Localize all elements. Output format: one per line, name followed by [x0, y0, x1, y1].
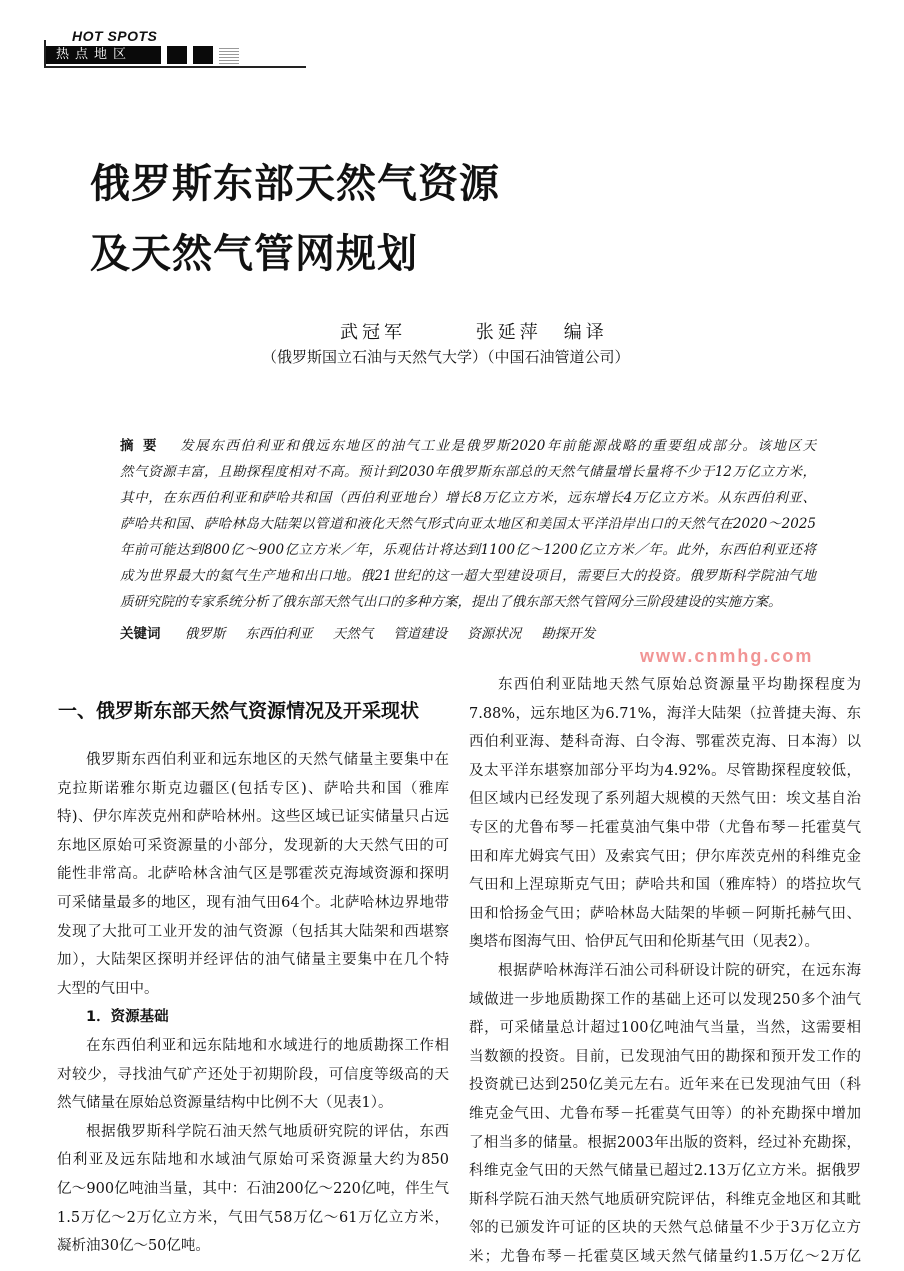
- abstract-text: 成为世界最大的氦气生产地和出口地。俄21世纪的这一超大型建设项目，需要巨大的投资。俄罗斯科学院油气地: [120, 568, 816, 584]
- paragraph-line: 加），大陆架区探明并经评估的油气储量主要集中在几个特: [57, 952, 449, 969]
- decor-square: [193, 46, 213, 64]
- paragraph-line: 伯利亚及远东陆地和水域油气原始可采资源量大约为850: [57, 1152, 449, 1169]
- left-column: [57, 746, 449, 1261]
- keywords-label: 关键词: [120, 626, 161, 642]
- watermark: www.cnmhg.com: [640, 646, 814, 666]
- paragraph-line: 及太平洋东堪察加部分平均为4.92%。尽管勘探程度较低，: [469, 762, 861, 779]
- paragraph-line: 克拉斯诺雅尔斯克边疆区(包括专区)、萨哈共和国（雅库: [57, 780, 449, 797]
- paragraph-line: 在东西伯利亚和远东陆地和水域进行的地质勘探工作相: [86, 1037, 449, 1054]
- paragraph-line: 投资就已达到250亿美元左右。近年来在已发现油气田（科: [469, 1077, 861, 1094]
- paragraph-line: 群，可采储量总计超过100亿吨油气当量，当然，这需要相: [469, 1020, 861, 1037]
- paragraph-line: 根据萨哈林海洋石油公司科研设计院的研究，在远东海: [498, 962, 861, 979]
- article-title-line1: 俄罗斯东部天然气资源: [90, 161, 500, 207]
- section-bar: [46, 46, 239, 64]
- paragraph-line: 米；尤鲁布琴－托霍莫区域天然气储量约1.5万亿～2万亿: [469, 1248, 861, 1265]
- keyword: 资源状况: [467, 626, 522, 642]
- abstract-label: 摘要: [120, 438, 167, 454]
- paragraph-line: 维克金气田、尤鲁布琴－托霍莫气田等）的补充勘探中增加: [469, 1105, 861, 1122]
- paragraph-line: 科维克金气田的天然气储量已超过2.13万亿立方米。据俄罗: [469, 1163, 861, 1180]
- author-name: 武冠军: [340, 322, 406, 343]
- abstract-text: 萨哈共和国、萨哈林岛大陆架以管道和液化天然气形式向亚太地区和美国太平洋沿岸出口的天然气在2020～2025: [120, 516, 816, 532]
- right-column: [469, 671, 861, 1271]
- section-heading: 一、俄罗斯东部天然气资源情况及开采现状: [58, 700, 420, 722]
- keyword: 管道建设: [393, 626, 448, 642]
- section-label-cn: 热点地区: [46, 46, 161, 64]
- abstract-text: 其中，在东西伯利亚和萨哈共和国（西伯利亚地台）增长8万亿立方米，远东增长4万亿立方米。从东西伯利亚、: [120, 490, 816, 506]
- paragraph-line: 东地区原始可采资源量的小部分，发现新的大天然气田的可: [57, 837, 449, 854]
- paragraph-line: 对较少，寻找油气矿产还处于初期阶段，可信度等级高的天: [57, 1066, 449, 1083]
- abstract-text: 发展东西伯利亚和俄远东地区的油气工业是俄罗斯2020年前能源战略的重要组成部分。该地区天: [180, 438, 816, 454]
- abstract-text: 然气资源丰富，且勘探程度相对不高。预计到2030年俄罗斯东部总的天然气储量增长量将不少于12万亿立方米，: [120, 464, 816, 480]
- abstract-line: [120, 433, 816, 459]
- keyword: 俄罗斯: [184, 626, 226, 642]
- paragraph-line: 7.88%，远东地区为6.71%，海洋大陆架（拉普捷夫海、东: [469, 705, 861, 722]
- paragraph-line: 了相当多的储量。根据2003年出版的资料，经过补充勘探，: [469, 1134, 861, 1151]
- paragraph-line: 田和恰扬金气田；萨哈林岛大陆架的毕顿－阿斯托赫气田、: [469, 905, 861, 922]
- decor-square: [167, 46, 187, 64]
- paragraph-line: 西伯利亚海、楚科奇海、白令海、鄂霍茨克海、日本海）以: [469, 734, 861, 751]
- paragraph-line: 东西伯利亚陆地天然气原始总资源量平均勘探程度为: [498, 677, 861, 693]
- paragraph-line: 可采储量最多的地区，现有油气田64个。北萨哈林边界地带: [57, 894, 449, 911]
- abstract-text: 质研究院的专家系统分析了俄东部天然气出口的多种方案，提出了俄东部天然气管网分三阶段建设的实施方案。: [120, 594, 782, 610]
- abstract-line: [120, 563, 816, 589]
- paragraph-line: 凝析油30亿～50亿吨。: [57, 1238, 210, 1255]
- paragraph-line: 1.5万亿～2万亿立方米，气田气58万亿～61万亿立方米，: [57, 1209, 449, 1226]
- article-title-line2: 及天然气管网规划: [90, 231, 418, 277]
- keyword: 勘探开发: [541, 626, 596, 642]
- paragraph-line: 气田和上涅琼斯克气田；萨哈共和国（雅库特）的塔拉坎气: [469, 877, 861, 894]
- paragraph-line: 专区的尤鲁布琴－托霍莫油气集中带（尤鲁布琴－托霍莫气: [469, 819, 861, 836]
- paragraph-line: 亿～900亿吨油当量，其中：石油200亿～220亿吨，伴生气: [57, 1180, 449, 1197]
- affiliations: （俄罗斯国立石油与天然气大学）（中国石油管道公司）: [262, 348, 630, 366]
- decor-pattern: [219, 46, 239, 64]
- paragraph-line: 发现了大批可工业开发的油气资源（包括其大陆架和西堪察: [57, 923, 449, 940]
- abstract-line: [120, 511, 816, 537]
- section-label-en: HOT SPOTS: [72, 28, 158, 44]
- keyword: 天然气: [332, 626, 374, 642]
- paragraph-line: 当数额的投资。目前，已发现油气田的勘探和预开发工作的: [469, 1048, 861, 1065]
- paragraph-line: 俄罗斯东西伯利亚和远东地区的天然气储量主要集中在: [86, 752, 449, 768]
- abstract-line: [120, 485, 816, 511]
- keywords: [120, 622, 615, 642]
- paragraph-line: 特)、伊尔库茨克州和萨哈林州。这些区域已证实储量只占远: [57, 809, 449, 826]
- paragraph-line: 能性非常高。北萨哈林含油气区是鄂霍茨克海域资源和探明: [57, 866, 449, 883]
- paragraph-line: 奥塔布图海气田、恰伊瓦气田和伦斯基气田（见表2）。: [469, 934, 819, 951]
- abstract-line: [120, 589, 816, 615]
- paragraph-line: 斯科学院石油天然气地质研究院评估，科维克金地区和其毗: [469, 1191, 861, 1208]
- subheading: 1．资源基础: [86, 1009, 169, 1026]
- header-rule: [46, 66, 306, 68]
- paragraph-line: 然气储量在原始总资源量结构中比例不大（见表1）。: [57, 1095, 393, 1112]
- abstract-line: [120, 459, 816, 485]
- abstract-text: 年前可能达到800亿～900亿立方米／年，乐观估计将达到1100亿～1200亿立方米／年。此外，东西伯利亚还将: [120, 542, 816, 558]
- author-name: 张延萍 编译: [475, 322, 608, 343]
- paragraph-line: 田和库尤姆宾气田）及索宾气田；伊尔库茨克州的科维克金: [469, 848, 861, 865]
- abstract-line: [120, 537, 816, 563]
- paragraph-line: 但区域内已经发现了系列超大规模的天然气田：埃文基自治: [469, 791, 861, 808]
- paragraph-line: 邻的已颁发许可证的区块的天然气总储量不少于3万亿立方: [469, 1220, 861, 1237]
- paragraph-line: 域做进一步地质勘探工作的基础上还可以发现250多个油气: [469, 991, 861, 1008]
- keyword: 东西伯利亚: [245, 626, 313, 642]
- paragraph-line: 根据俄罗斯科学院石油天然气地质研究院的评估，东西: [86, 1123, 449, 1140]
- abstract: [120, 433, 816, 615]
- paragraph-line: 大型的气田中。: [57, 980, 159, 997]
- authors: [340, 318, 672, 344]
